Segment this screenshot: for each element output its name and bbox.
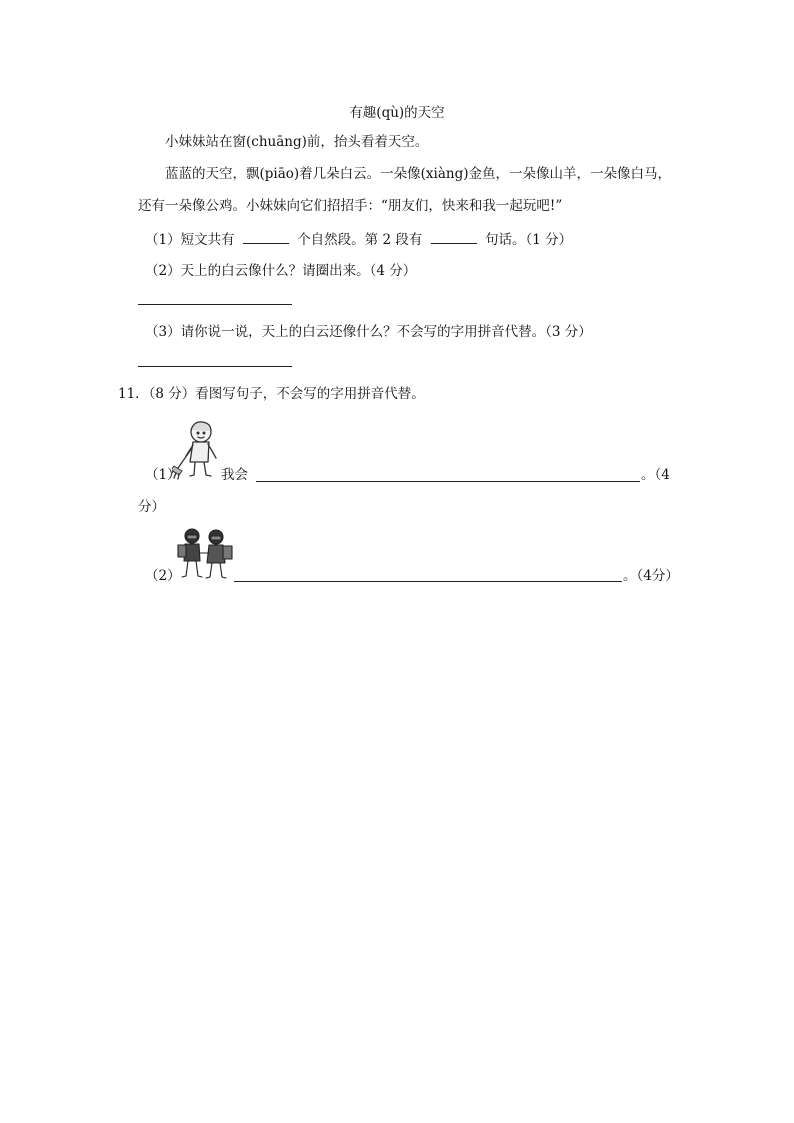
sentence-1-score-continued: 分） — [138, 499, 165, 515]
sentence-2-number: （2） — [145, 568, 181, 584]
question-1-part-b: 个自然段。第 2 段有 — [297, 232, 423, 248]
question-3: （3）请你说一说，天上的白云还像什么？不会写的字用拼音代替。（3 分） — [145, 324, 592, 340]
passage-paragraph-2-line-1: 蓝蓝的天空，飘(piāo)着几朵白云。一朵像(xiàng)金鱼，一朵像山羊，一朵像白马， — [165, 166, 672, 182]
students-with-backpacks-icon — [176, 526, 238, 582]
sentence-1-answer-line[interactable] — [256, 481, 640, 482]
sentence-1-prefix: 我会 — [221, 467, 248, 483]
question-3-answer-line[interactable] — [138, 366, 292, 367]
passage-paragraph-2-line-2: 还有一朵像公鸡。小妹妹向它们招招手：“朋友们，快来和我一起玩吧!” — [138, 198, 563, 214]
question-1-part-c: 句话。（1 分） — [484, 232, 573, 248]
question-2: （2）天上的白云像什么？请圈出来。（4 分） — [145, 263, 417, 279]
question-1-part-a: （1）短文共有 — [145, 232, 235, 248]
paragraph-count-blank[interactable] — [243, 229, 289, 244]
task-11-heading: 11．（8 分）看图写句子，不会写的字用拼音代替。 — [118, 386, 425, 402]
sentence-count-blank[interactable] — [431, 229, 477, 244]
passage-paragraph-1: 小妹妹站在窗(chuāng)前，抬头看着天空。 — [165, 134, 429, 150]
sentence-1-number: （1） — [145, 467, 181, 483]
sentence-2-answer-line[interactable] — [234, 581, 622, 582]
sentence-2-score: 。（4分） — [623, 568, 679, 584]
question-1 — [145, 229, 572, 250]
sentence-1-score: 。（4 — [641, 467, 670, 483]
passage-title: 有趣(qù)的天空 — [349, 105, 445, 121]
question-2-answer-line[interactable] — [138, 304, 292, 305]
